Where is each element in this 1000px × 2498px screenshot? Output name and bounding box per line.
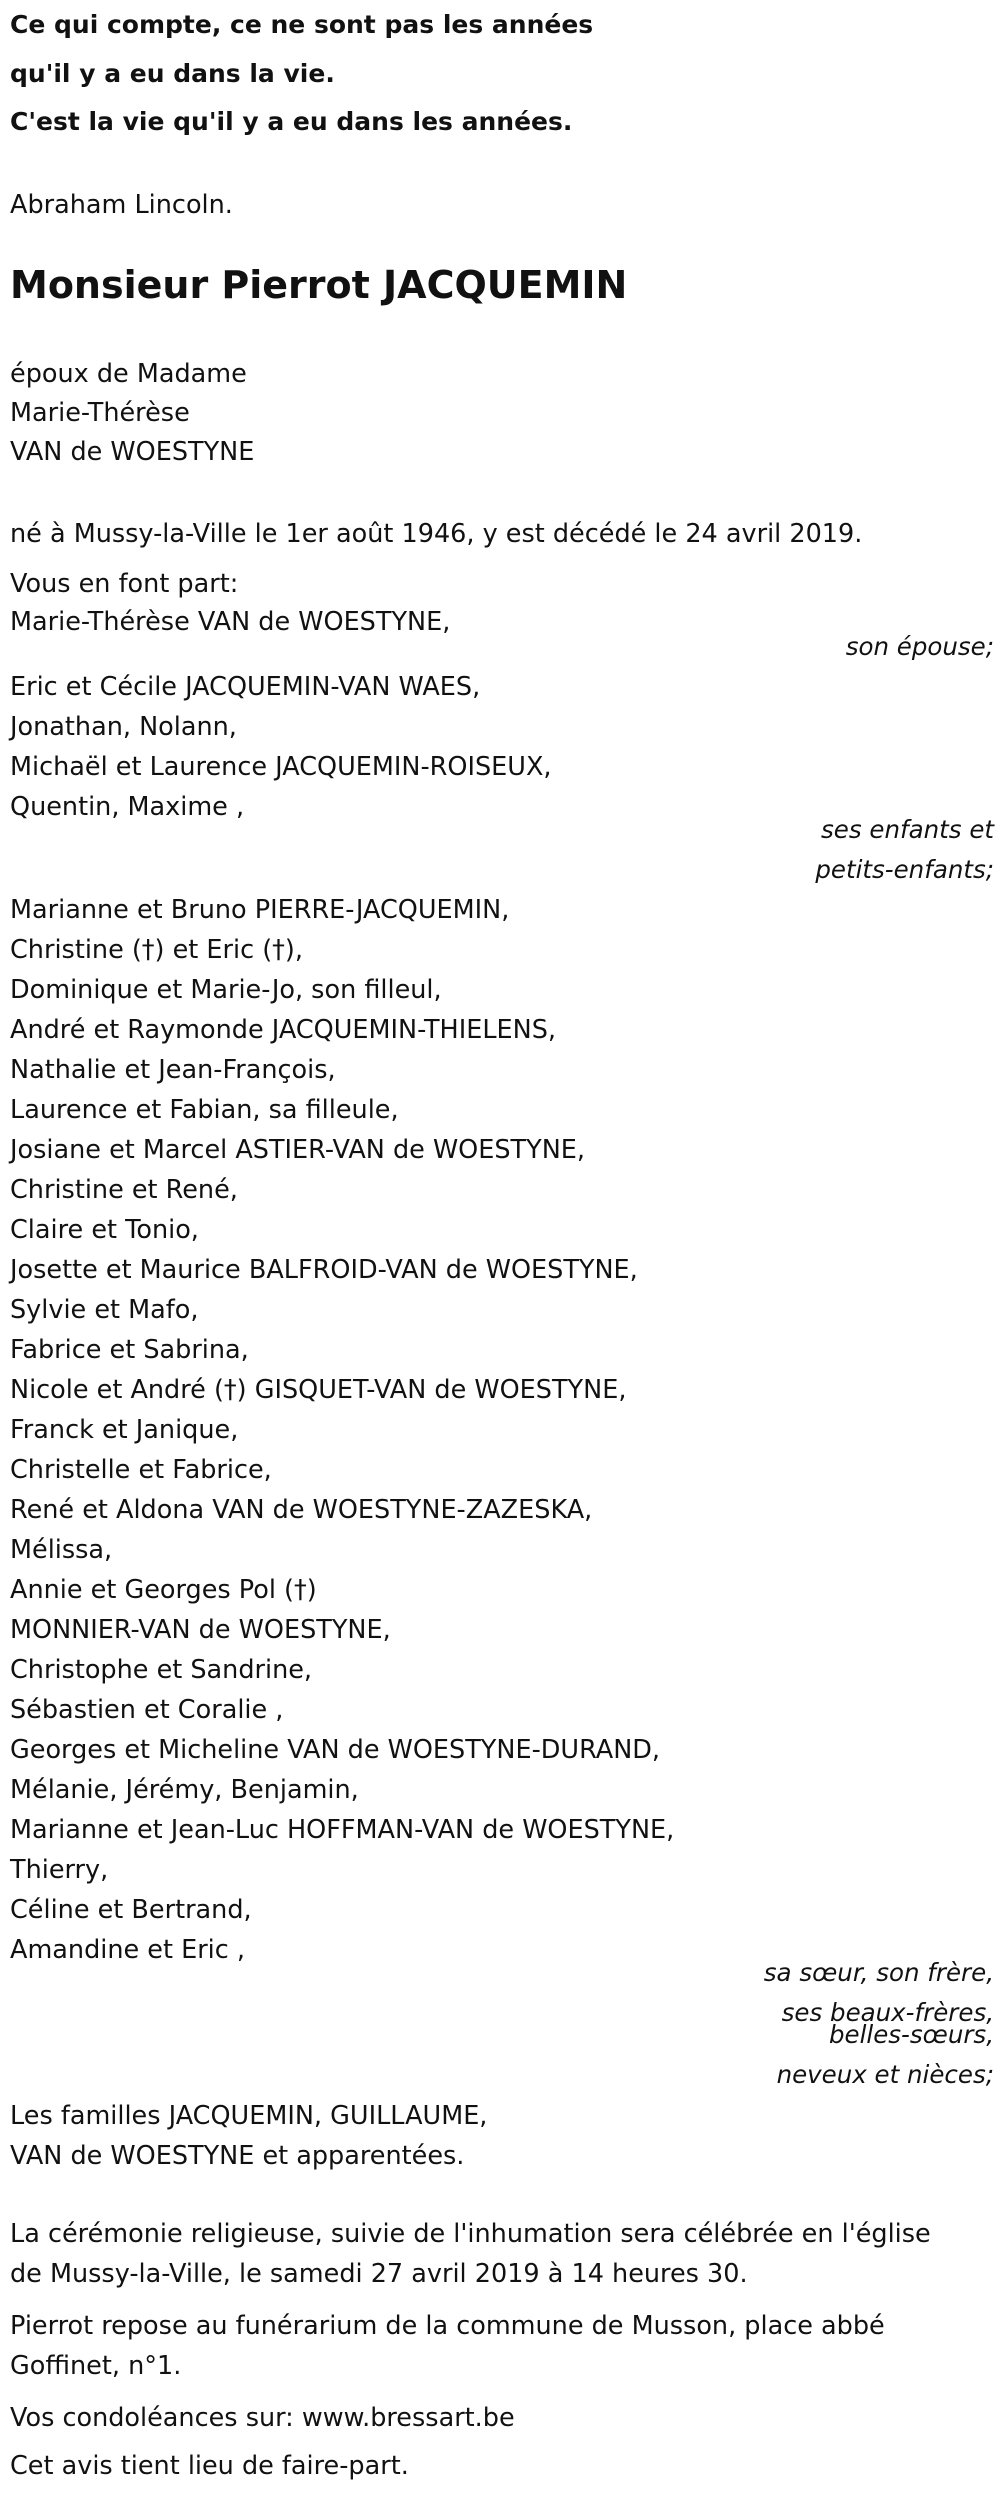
spouse-line-3: VAN de WOESTYNE bbox=[10, 437, 255, 467]
families-line: VAN de WOESTYNE et apparentées. bbox=[10, 2141, 465, 2171]
group3-line: Josiane et Marcel ASTIER-VAN de WOESTYNE, bbox=[10, 1135, 585, 1165]
group2-line: Quentin, Maxime , bbox=[10, 792, 245, 822]
group3-line: Christine et René, bbox=[10, 1175, 238, 1205]
spouse-line-2: Marie-Thérèse bbox=[10, 398, 190, 428]
group3-line: Georges et Micheline VAN de WOESTYNE-DURAND, bbox=[10, 1735, 661, 1765]
quote-line-2: qu'il y a eu dans la vie. bbox=[10, 59, 335, 88]
birth-death: né à Mussy-la-Ville le 1er août 1946, y est décédé le 24 avril 2019. bbox=[10, 519, 863, 549]
ceremony-line: La cérémonie religieuse, suivie de l'inhumation sera célébrée en l'église bbox=[10, 2219, 931, 2249]
group3-line: Dominique et Marie-Jo, son filleul, bbox=[10, 975, 442, 1005]
ceremony-line: de Mussy-la-Ville, le samedi 27 avril 2019 à 14 heures 30. bbox=[10, 2259, 748, 2289]
group3-line: MONNIER-VAN de WOESTYNE, bbox=[10, 1615, 391, 1645]
group3-role-line: belles-sœurs, bbox=[828, 2020, 994, 2049]
condolences-line: Vos condoléances sur: www.bressart.be bbox=[10, 2403, 515, 2433]
spouse-line-1: époux de Madame bbox=[10, 359, 247, 389]
quote-line-1: Ce qui compte, ce ne sont pas les années bbox=[10, 10, 594, 39]
group3-line: Sylvie et Mafo, bbox=[10, 1295, 199, 1325]
group3-line: Mélissa, bbox=[10, 1535, 113, 1565]
quote-author: Abraham Lincoln. bbox=[10, 190, 233, 220]
group3-line: Fabrice et Sabrina, bbox=[10, 1335, 249, 1365]
group2-line: Jonathan, Nolann, bbox=[10, 712, 237, 742]
group3-line: Christelle et Fabrice, bbox=[10, 1455, 272, 1485]
group3-line: Franck et Janique, bbox=[10, 1415, 239, 1445]
group3-line: Annie et Georges Pol (†) bbox=[10, 1575, 317, 1605]
group3-line: Josette et Maurice BALFROID-VAN de WOESTYNE, bbox=[10, 1255, 638, 1285]
group2-role-line: petits-enfants; bbox=[815, 855, 994, 884]
notice-line: Cet avis tient lieu de faire-part. bbox=[10, 2451, 409, 2481]
group3-line: Céline et Bertrand, bbox=[10, 1895, 252, 1925]
group3-role-line: sa sœur, son frère, bbox=[763, 1958, 994, 1987]
families-line: Les familles JACQUEMIN, GUILLAUME, bbox=[10, 2101, 488, 2131]
group3-line: Mélanie, Jérémy, Benjamin, bbox=[10, 1775, 359, 1805]
group2-line: Michaël et Laurence JACQUEMIN-ROISEUX, bbox=[10, 752, 552, 782]
deceased-name: Monsieur Pierrot JACQUEMIN bbox=[10, 263, 628, 307]
group3-line: Nathalie et Jean-François, bbox=[10, 1055, 336, 1085]
group3-line: Amandine et Eric , bbox=[10, 1935, 246, 1965]
group3-line: Sébastien et Coralie , bbox=[10, 1695, 284, 1725]
group3-line: Marianne et Jean-Luc HOFFMAN-VAN de WOESTYNE, bbox=[10, 1815, 675, 1845]
rest-line: Pierrot repose au funérarium de la commune de Musson, place abbé bbox=[10, 2311, 885, 2341]
quote-line-3: C'est la vie qu'il y a eu dans les années. bbox=[10, 107, 573, 136]
group3-line: Marianne et Bruno PIERRE-JACQUEMIN, bbox=[10, 895, 510, 925]
group3-line: Christine (†) et Eric (†), bbox=[10, 935, 303, 965]
group1-role: son épouse; bbox=[845, 632, 994, 661]
announce: Vous en font part: bbox=[10, 569, 239, 599]
group3-line: Laurence et Fabian, sa filleule, bbox=[10, 1095, 399, 1125]
group3-line: Thierry, bbox=[10, 1855, 109, 1885]
group3-line: René et Aldona VAN de WOESTYNE-ZAZESKA, bbox=[10, 1495, 593, 1525]
group1-line: Marie-Thérèse VAN de WOESTYNE, bbox=[10, 607, 451, 637]
group3-line: Nicole et André (†) GISQUET-VAN de WOESTYNE, bbox=[10, 1375, 627, 1405]
rest-line: Goffinet, n°1. bbox=[10, 2351, 182, 2381]
group3-role-line: neveux et nièces; bbox=[776, 2060, 994, 2089]
group2-role-line: ses enfants et bbox=[821, 815, 994, 844]
group3-line: Christophe et Sandrine, bbox=[10, 1655, 313, 1685]
group3-role-line: ses beaux-frères, bbox=[781, 1998, 994, 2027]
group2-line: Eric et Cécile JACQUEMIN-VAN WAES, bbox=[10, 672, 481, 702]
group3-line: André et Raymonde JACQUEMIN-THIELENS, bbox=[10, 1015, 557, 1045]
group3-line: Claire et Tonio, bbox=[10, 1215, 199, 1245]
